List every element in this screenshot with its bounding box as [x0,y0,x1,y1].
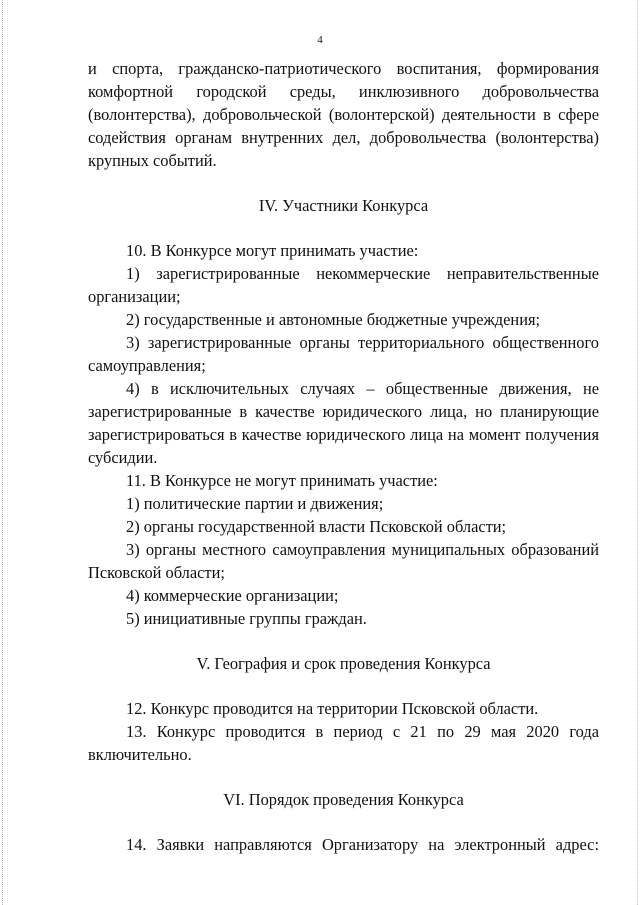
list-item-continuation: зарегистрироваться в качестве юридического лица на момент получения [88,425,599,444]
list-item: 2) государственные и автономные бюджетные учреждения; [126,310,541,329]
paragraph-10: 10. В Конкурсе могут принимать участие: [126,241,419,260]
intro-line: (волонтерства), добровольческой (волонтерской) деятельности в сфере [88,105,599,124]
section-4-heading: IV. Участники Конкурса [258,196,429,215]
list-item: 4) в исключительных случаях – общественные движения, не [126,379,599,398]
list-item: 1) политические партии и движения; [126,494,384,513]
list-item-continuation: зарегистрированные в качестве юридического лица, но планирующие [88,402,599,421]
scan-edge-right [634,0,638,905]
section-6-heading: VI. Порядок проведения Конкурса [223,790,464,809]
intro-line: содействия органам внутренних дел, добровольчества (волонтерства) [88,128,599,147]
list-item-continuation: организации; [88,287,181,306]
paragraph-13-continuation: включительно. [88,745,192,764]
intro-line: и спорта, гражданско-патриотического воспитания, формирования [88,59,599,78]
list-item-continuation: субсидии. [88,448,158,467]
list-item: 4) коммерческие организации; [126,586,339,605]
list-item: 3) зарегистрированные органы территориального общественного [126,333,599,352]
list-item: 5) инициативные группы граждан. [126,609,367,628]
page-number: 4 [317,34,323,46]
document-body [88,57,599,856]
paragraph-11: 11. В Конкурсе не могут принимать участие: [126,471,438,490]
paragraph-13: 13. Конкурс проводится в период с 21 по 29 мая 2020 года [126,722,599,741]
section-5-heading: V. География и срок проведения Конкурса [196,654,491,673]
intro-line: комфортной городской среды, инклюзивного добровольчества [88,82,599,101]
paragraph-14: 14. Заявки направляются Организатору на электронный адрес: [126,835,599,854]
list-item: 2) органы государственной власти Псковской области; [126,517,507,536]
list-item: 3) органы местного самоуправления муниципальных образований [126,540,599,559]
intro-line: крупных событий. [88,151,217,170]
list-item-continuation: самоуправления; [88,356,206,375]
list-item: 1) зарегистрированные некоммерческие неправительственные [126,264,599,283]
scan-edge-left [2,0,6,905]
list-item-continuation: Псковской области; [88,563,225,582]
paragraph-12: 12. Конкурс проводится на территории Псковской области. [126,699,539,718]
